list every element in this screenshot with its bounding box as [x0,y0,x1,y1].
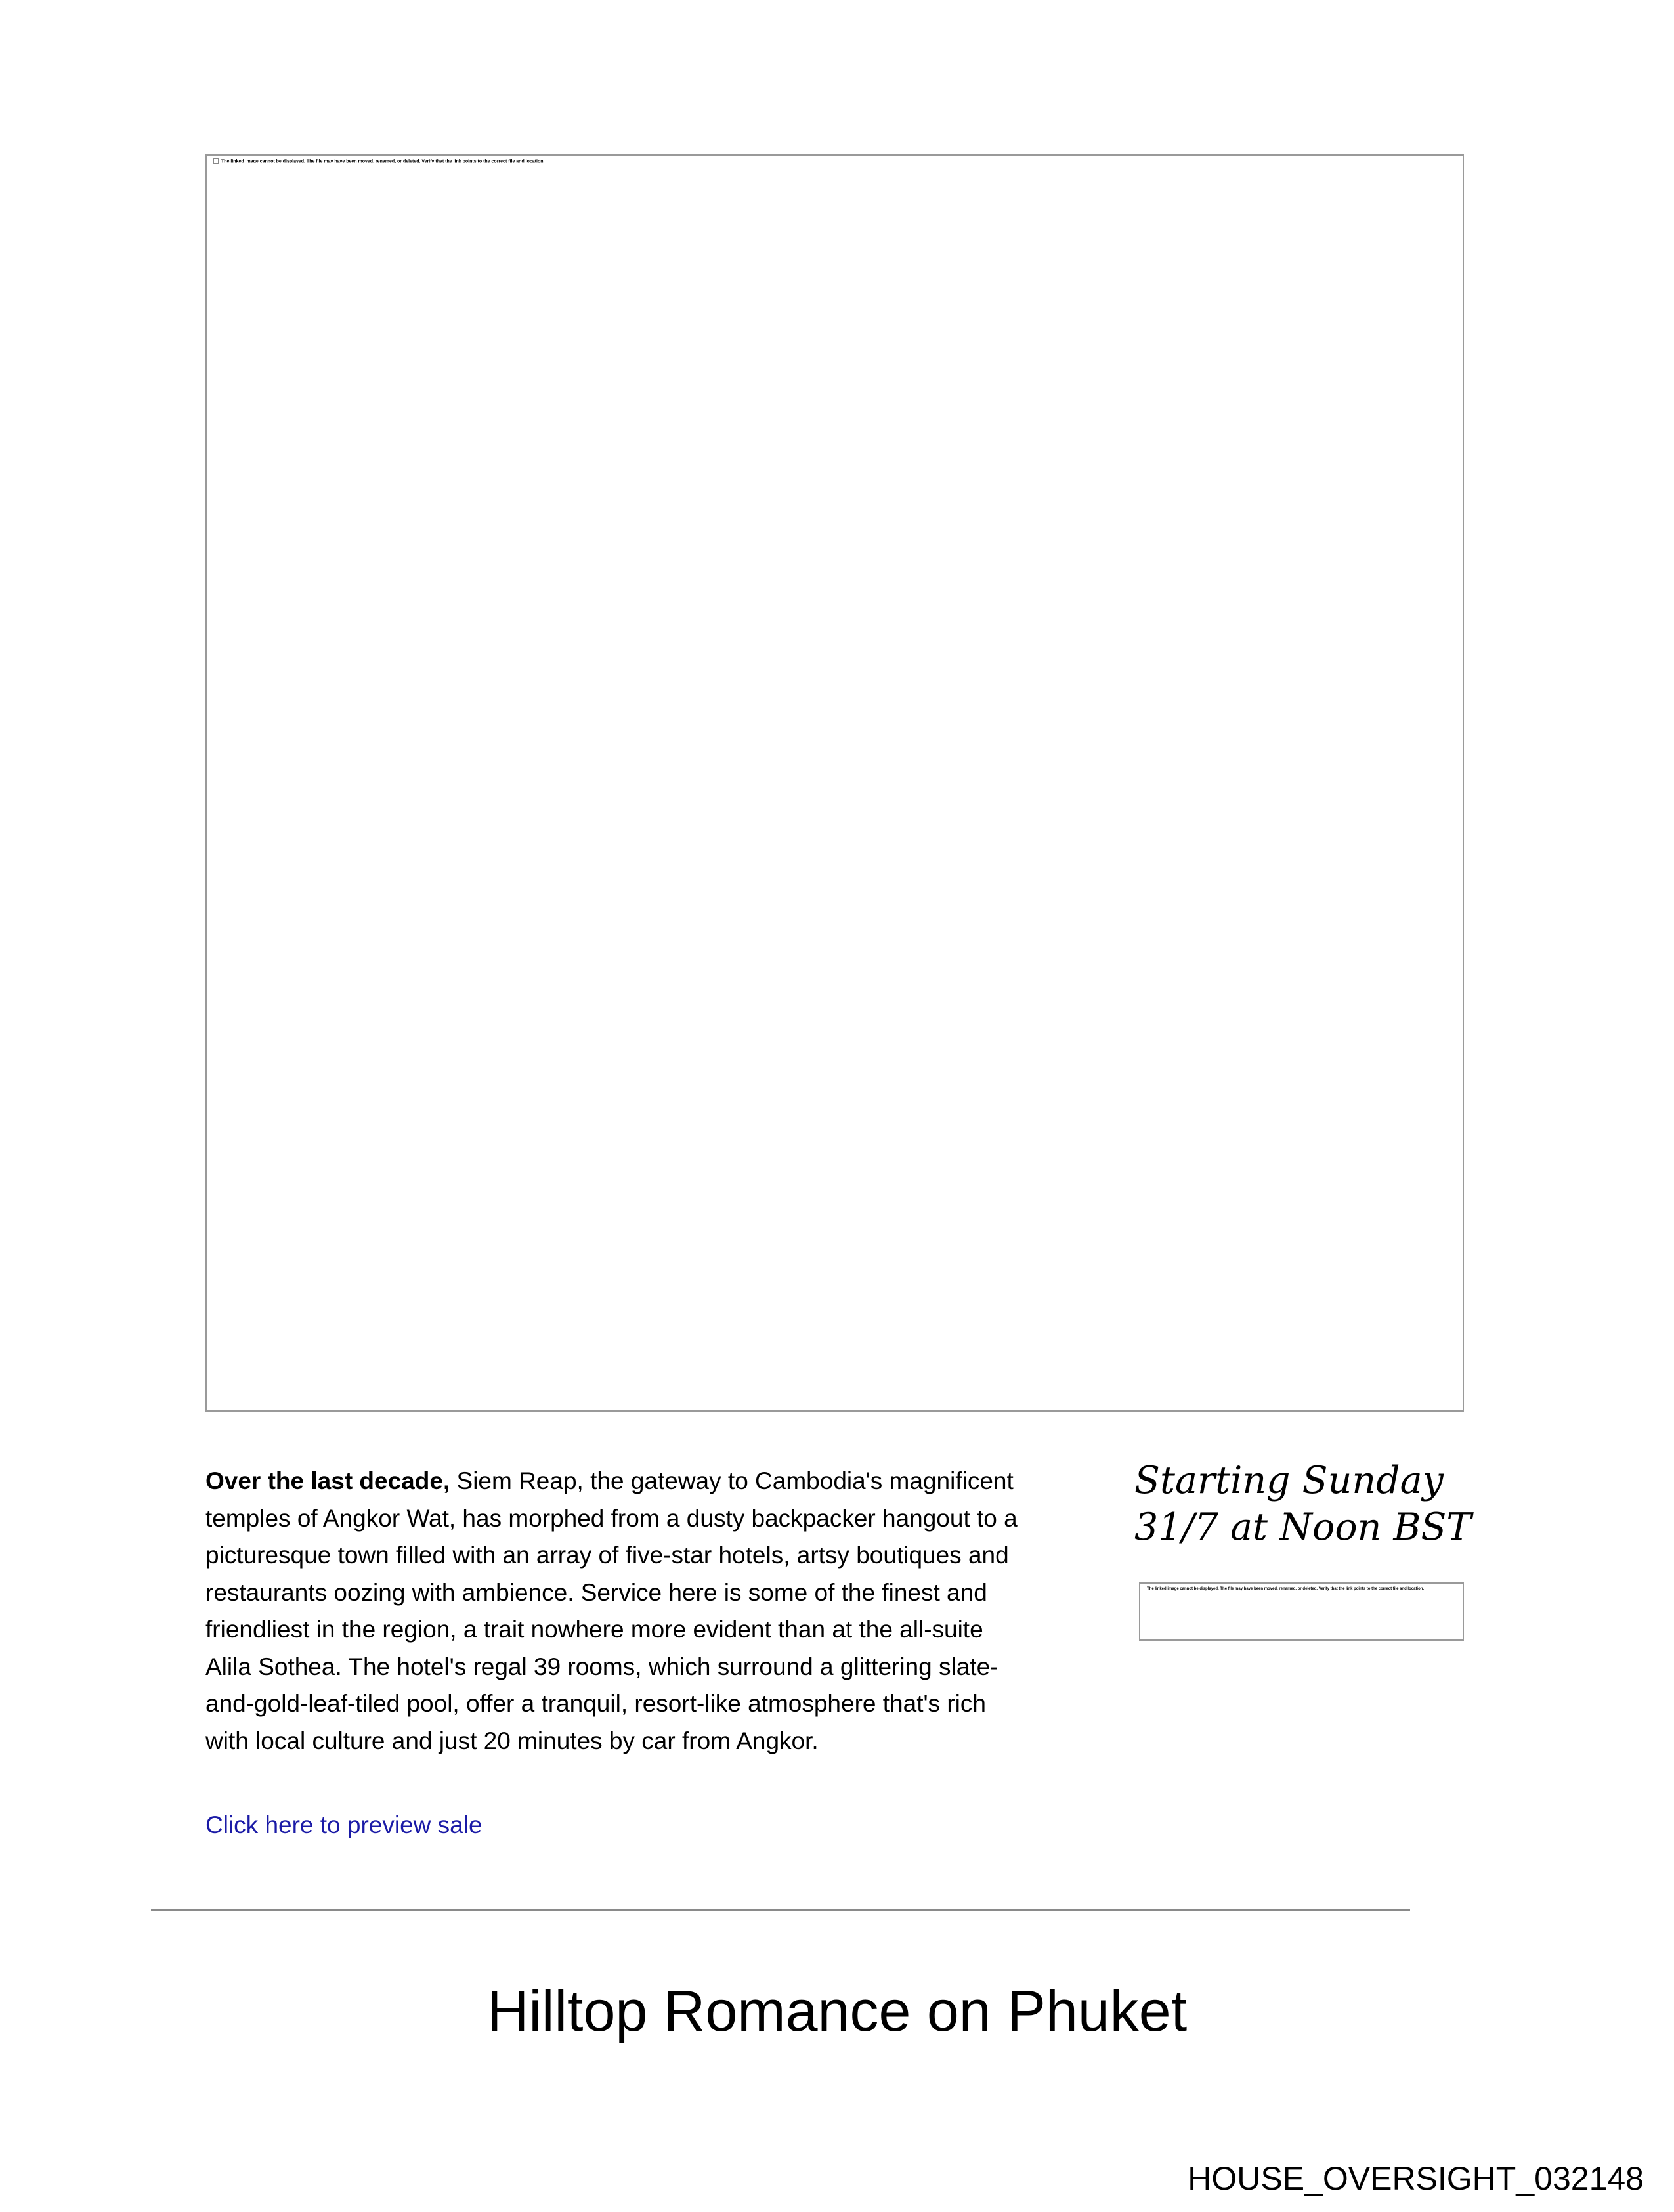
article-body: Siem Reap, the gateway to Cambodia's magnificent temples of Angkor Wat, has morphed from a dusty backpacker hangout to a picturesque town filled with an array of five-star hotels, artsy boutiques and restaurants oozing with ambience. Service here is some of the finest and friendliest in the region, a trait nowhere more evident than at the all-suite Alila Sothea. The hotel's regal 39 rooms, which surround a glittering slate-and-gold-leaf-tiled pool, offer a tranquil, resort-like atmosphere that's rich with local culture and just 20 minutes by car from Angkor. [205,1467,1018,1754]
broken-image-icon [213,158,219,164]
sale-start-line2: 31/7 at Noon BST [1134,1506,1472,1549]
broken-image-text: The linked image cannot be displayed. The file may have been moved, renamed, or deleted. Verify that the link points to the correct file and location. [221,159,545,164]
small-broken-image-message: The linked image cannot be displayed. The file may have been moved, renamed, or deleted. Verify that the link points to the correct file and location. [1147,1587,1425,1591]
hero-image-placeholder [205,154,1464,1412]
article-lead: Over the last decade, [205,1467,450,1494]
section-divider [151,1909,1410,1911]
broken-image-message [213,158,544,164]
sale-start-heading [1134,1458,1502,1551]
sale-start-line1: Starting Sunday [1134,1459,1444,1502]
article-paragraph [205,1463,1019,1760]
next-section-title: Hilltop Romance on Phuket [486,1978,1188,2043]
preview-sale-link[interactable]: Click here to preview sale [205,1811,483,1838]
bates-number: HOUSE_OVERSIGHT_032148 [1188,2160,1644,2197]
sale-image-placeholder [1139,1582,1464,1641]
